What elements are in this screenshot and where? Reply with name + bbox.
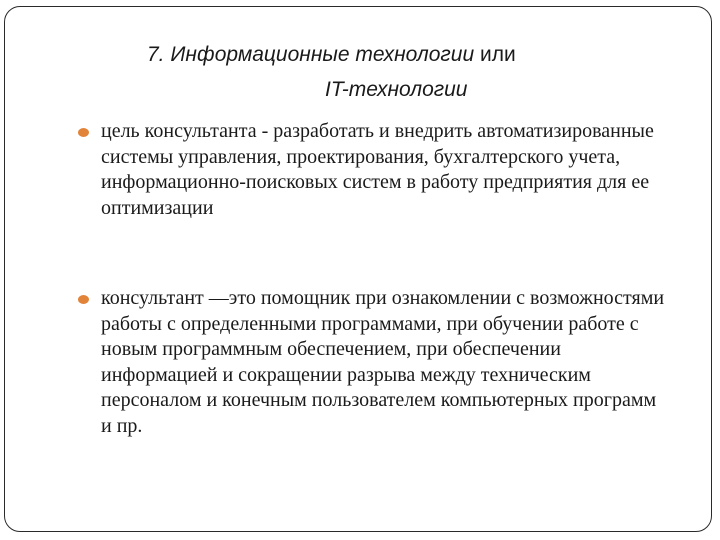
title-italic-part: Информационные технологии <box>170 43 475 66</box>
title-line-2: IT-технологии <box>325 78 468 101</box>
bullet-marker-icon <box>78 128 89 137</box>
bullet-text: цель консультанта - разработать и внедрить автоматизированные системы управления, проектирования, бухгалтерского учета, информационно-поисковых систем в работу предприятия для ее оптимизации <box>101 120 654 219</box>
bullet-text: консультант —это помощник при ознакомлении с возможностями работы с определенными программами, при обучении работе с новым программным обеспечением, при обеспечении информацией и сокращении разрыва между техническим персоналом и конечным пользователем компьютерных программ и пр. <box>101 287 665 437</box>
title-number: 7. <box>147 43 171 66</box>
bullet-marker-icon <box>78 295 89 304</box>
title-line-1 <box>147 38 516 72</box>
title-connector: или <box>474 43 516 66</box>
